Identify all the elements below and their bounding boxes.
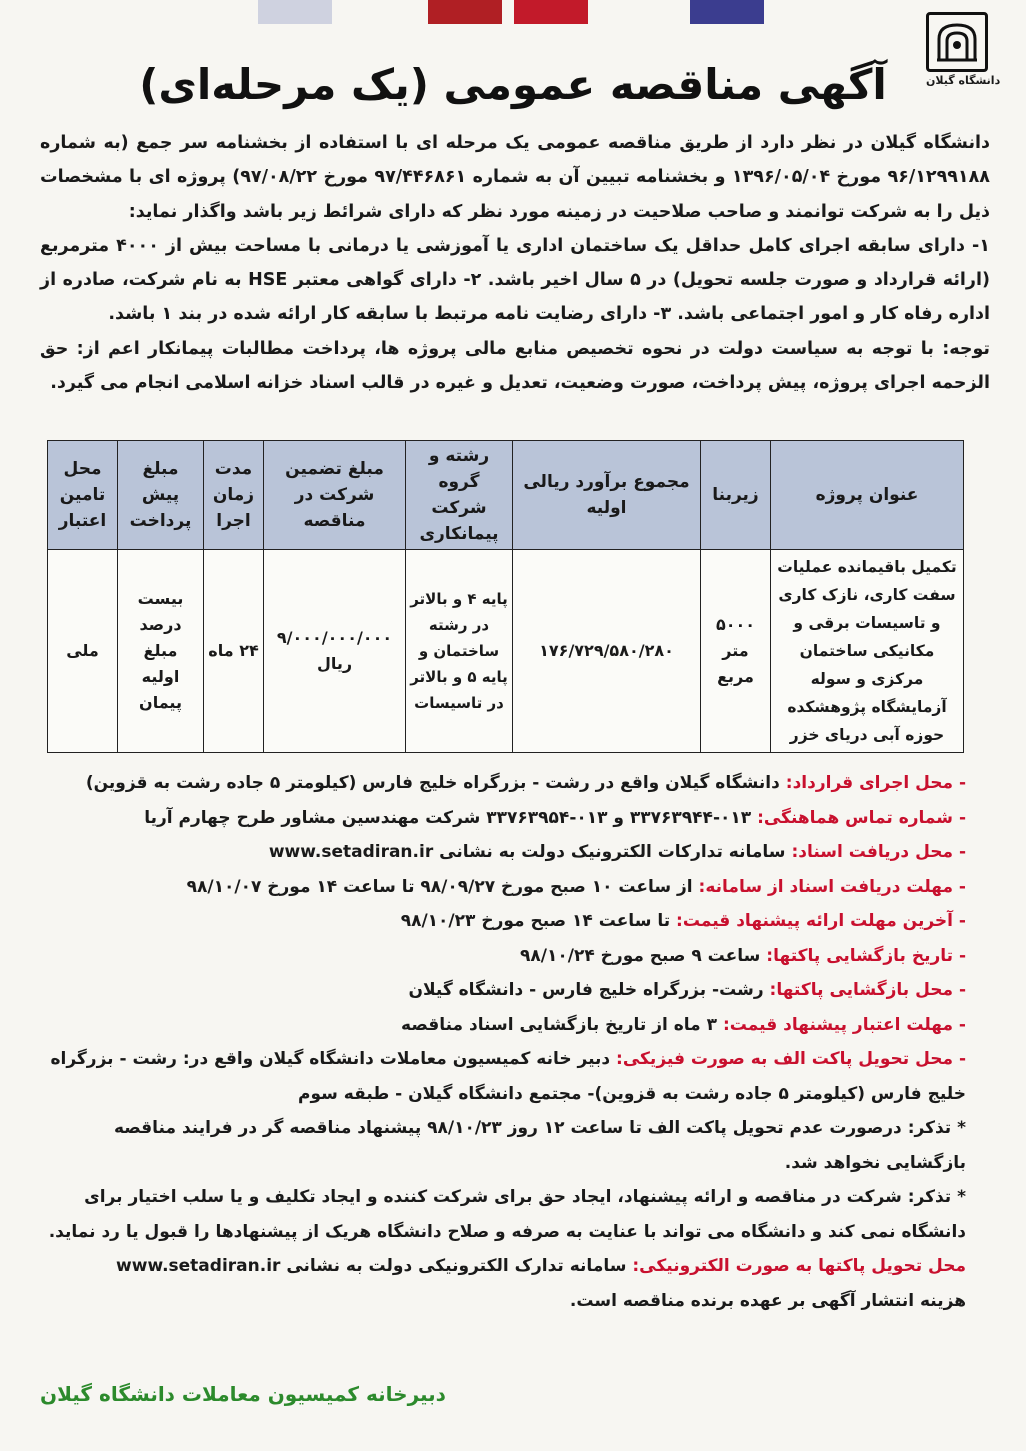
header-contractor-grade: رشته و گروه شرکت پیمانکاری [406,441,513,550]
docs-place-label: - محل دریافت اسناد: [791,842,966,862]
logo-caption: دانشگاه گیلان [926,74,1001,87]
validity-value: ۳ ماه از تاریخ بازگشایی اسناد مناقصه [401,1014,718,1035]
conditions-paragraph: ۱- دارای سابقه اجرای کامل حداقل یک ساختمان اداری یا آموزشی یا درمانی با مساحت بیش از ۴۰۰۰ مترمربع (ارائه قرارداد و صورت جلسه تحویل) در ۵ سال اخیر باشد. ۲- دارای گواهی معتبر HSE به نام شرکت، صادره از اداره رفاه کار و امور اجتماعی باشد. ۳- دارای رضایت نامه مرتبط با سابقه کار ارائه شده در بند ۱ باشد. [40,235,990,325]
electronic-delivery-row [40,1249,966,1284]
cell-prepayment: بیست درصد مبلغ اولیه پیمان [118,550,204,753]
physical-delivery-label: - محل تحویل پاکت الف به صورت فیزیکی: [616,1049,966,1069]
intro-paragraph: دانشگاه گیلان در نظر دارد از طریق مناقصه عمومی یک مرحله ای با استفاده از بخشنامه سر جمع (به شماره ۹۶/۱۲۹۹۱۸۸ مورخ ۱۳۹۶/۰۵/۰۴ و بخشنامه تبیین آن به شماره ۹۷/۴۴۶۸۶۱ مورخ ۹۷/۰۸/۲۲) پروژه ای با مشخصات ذیل را به شرکت توانمند و صاحب صلاحیت در زمینه مورد نظر که دارای شرائط زیر باشد واگذار نماید: [40,133,990,222]
intro-section [40,126,990,400]
docs-place-row [40,835,966,870]
cell-contractor-grade: پایه ۴ و بالاتر در رشته ساختمان و پایه ۵ و بالاتر در تاسیسات [406,550,513,753]
validity-row [40,1008,966,1043]
cell-funding: ملی [48,550,118,753]
note-2-row [40,1180,966,1249]
contact-value: ۰۱۳-۳۳۷۶۳۹۴۴ و ۰۱۳-۳۳۷۶۳۹۵۴ شرکت مهندسین مشاور طرح چهارم آریا [144,807,752,828]
cell-duration: ۲۴ ماه [204,550,264,753]
table-header-row [48,441,964,550]
contact-label: - شماره تماس هماهنگی: [757,807,966,828]
note-2-label: * تذکر: [907,1187,966,1207]
table-row [48,550,964,753]
docs-deadline-label: - مهلت دریافت اسناد از سامانه: [698,876,966,897]
page-title: آگهی مناقصه عمومی (یک مرحله‌ای) [139,60,887,109]
header-guarantee: مبلغ تضمین شرکت در مناقصه [264,441,406,550]
closing-signature: دبیرخانه کمیسیون معاملات دانشگاه گیلان [40,1382,446,1406]
docs-deadline-value: از ساعت ۱۰ صبح مورخ ۹۸/۰۹/۲۷ تا ساعت ۱۴ مورخ ۹۸/۱۰/۰۷ [186,876,693,897]
cell-area: ۵۰۰۰ متر مربع [701,550,771,753]
bid-deadline-value: تا ساعت ۱۴ صبح مورخ ۹۸/۱۰/۲۳ [400,911,671,931]
note-1-row [40,1111,966,1180]
payment-note-paragraph: توجه: با توجه به سیاست دولت در نحوه تخصیص منابع مالی پروژه ها، پرداخت مطالبات پیمانکار اعم از: حق الزحمه اجرای پروژه، پیش پرداخت، صورت وضعیت، تعدیل و غیره در قالب اسناد خزانه اسلامی انجام می گیرد. [40,338,990,394]
cell-project-title: تکمیل باقیمانده عملیات سفت کاری، نازک کاری و تاسیسات برقی و مکانیکی ساختمان مرکزی و سوله آزمایشگاه پژوهشکده حوزه آبی دریای خزر [771,550,964,753]
opening-date-value: ساعت ۹ صبح مورخ ۹۸/۱۰/۲۴ [520,945,761,966]
note-1-label: * تذکر: [907,1118,966,1138]
header-estimate: مجموع برآورد ریالی اولیه [513,441,701,550]
color-strip-3 [514,0,588,24]
header-prepayment: مبلغ پیش پرداخت [118,441,204,550]
project-table [47,440,964,753]
opening-place-row [40,973,966,1008]
bid-deadline-label: - آخرین مهلت ارائه پیشنهاد قیمت: [676,911,966,931]
cell-guarantee: ۹/۰۰۰/۰۰۰/۰۰۰ ریال [264,550,406,753]
electronic-delivery-value: سامانه تدارک الکترونیکی دولت به نشانی www.setadiran.ir [116,1256,627,1276]
opening-date-label: - تاریخ بازگشایی پاکتها: [766,945,966,966]
opening-date-row [40,939,966,974]
header-funding: محل تامین اعتبار [48,441,118,550]
validity-label: - مهلت اعتبار پیشنهاد قیمت: [722,1014,966,1035]
physical-delivery-value: دبیر خانه کمیسیون معاملات دانشگاه گیلان واقع در: رشت - بزرگراه خلیج فارس (کیلومتر ۵ جاده رشت به قزوین)- مجتمع دانشگاه گیلان - طبقه سوم [50,1049,966,1104]
cell-estimate: ۱۷۶/۷۲۹/۵۸۰/۲۸۰ [513,550,701,753]
color-strip-4 [690,0,764,24]
tender-details [40,766,966,1318]
opening-place-label: - محل بازگشایی پاکتها: [769,980,966,1000]
docs-place-value: سامانه تدارکات الکترونیک دولت به نشانی www.setadiran.ir [268,842,786,862]
opening-place-value: رشت- بزرگراه خلیج فارس - دانشگاه گیلان [408,980,764,1000]
contact-row [40,801,966,836]
color-strip-1 [258,0,332,24]
docs-deadline-row [40,870,966,905]
header-area: زیربنا [701,441,771,550]
color-strip-2 [428,0,502,24]
bid-deadline-row [40,904,966,939]
contract-place-value: دانشگاه گیلان واقع در رشت - بزرگراه خلیج فارس (کیلومتر ۵ جاده رشت به قزوین) [85,773,780,793]
note-2-value: شرکت در مناقصه و ارائه پیشنهاد، ایجاد حق برای شرکت کننده و ایجاد تکلیف و یا سلب اختیار برای دانشگاه نمی کند و دانشگاه می تواند با عنایت به صرفه و صلاح دانشگاه هریک از پیشنهادها را قبول یا رد نماید. [48,1187,966,1242]
note-1-value: درصورت عدم تحویل پاکت الف تا ساعت ۱۲ روز ۹۸/۱۰/۲۳ پیشنهاد مناقصه گر در فرایند مناقصه بازگشایی نخواهد شد. [113,1118,966,1173]
cost-note-row: هزینه انتشار آگهی بر عهده برنده مناقصه است. [569,1290,966,1311]
electronic-delivery-label: محل تحویل پاکتها به صورت الکترونیکی: [632,1256,966,1276]
header-duration: مدت زمان اجرا [204,441,264,550]
contract-place-row [40,766,966,801]
physical-delivery-row [40,1042,966,1111]
contract-place-label: - محل اجرای قرارداد: [785,773,966,793]
header-project-title: عنوان پروژه [771,441,964,550]
